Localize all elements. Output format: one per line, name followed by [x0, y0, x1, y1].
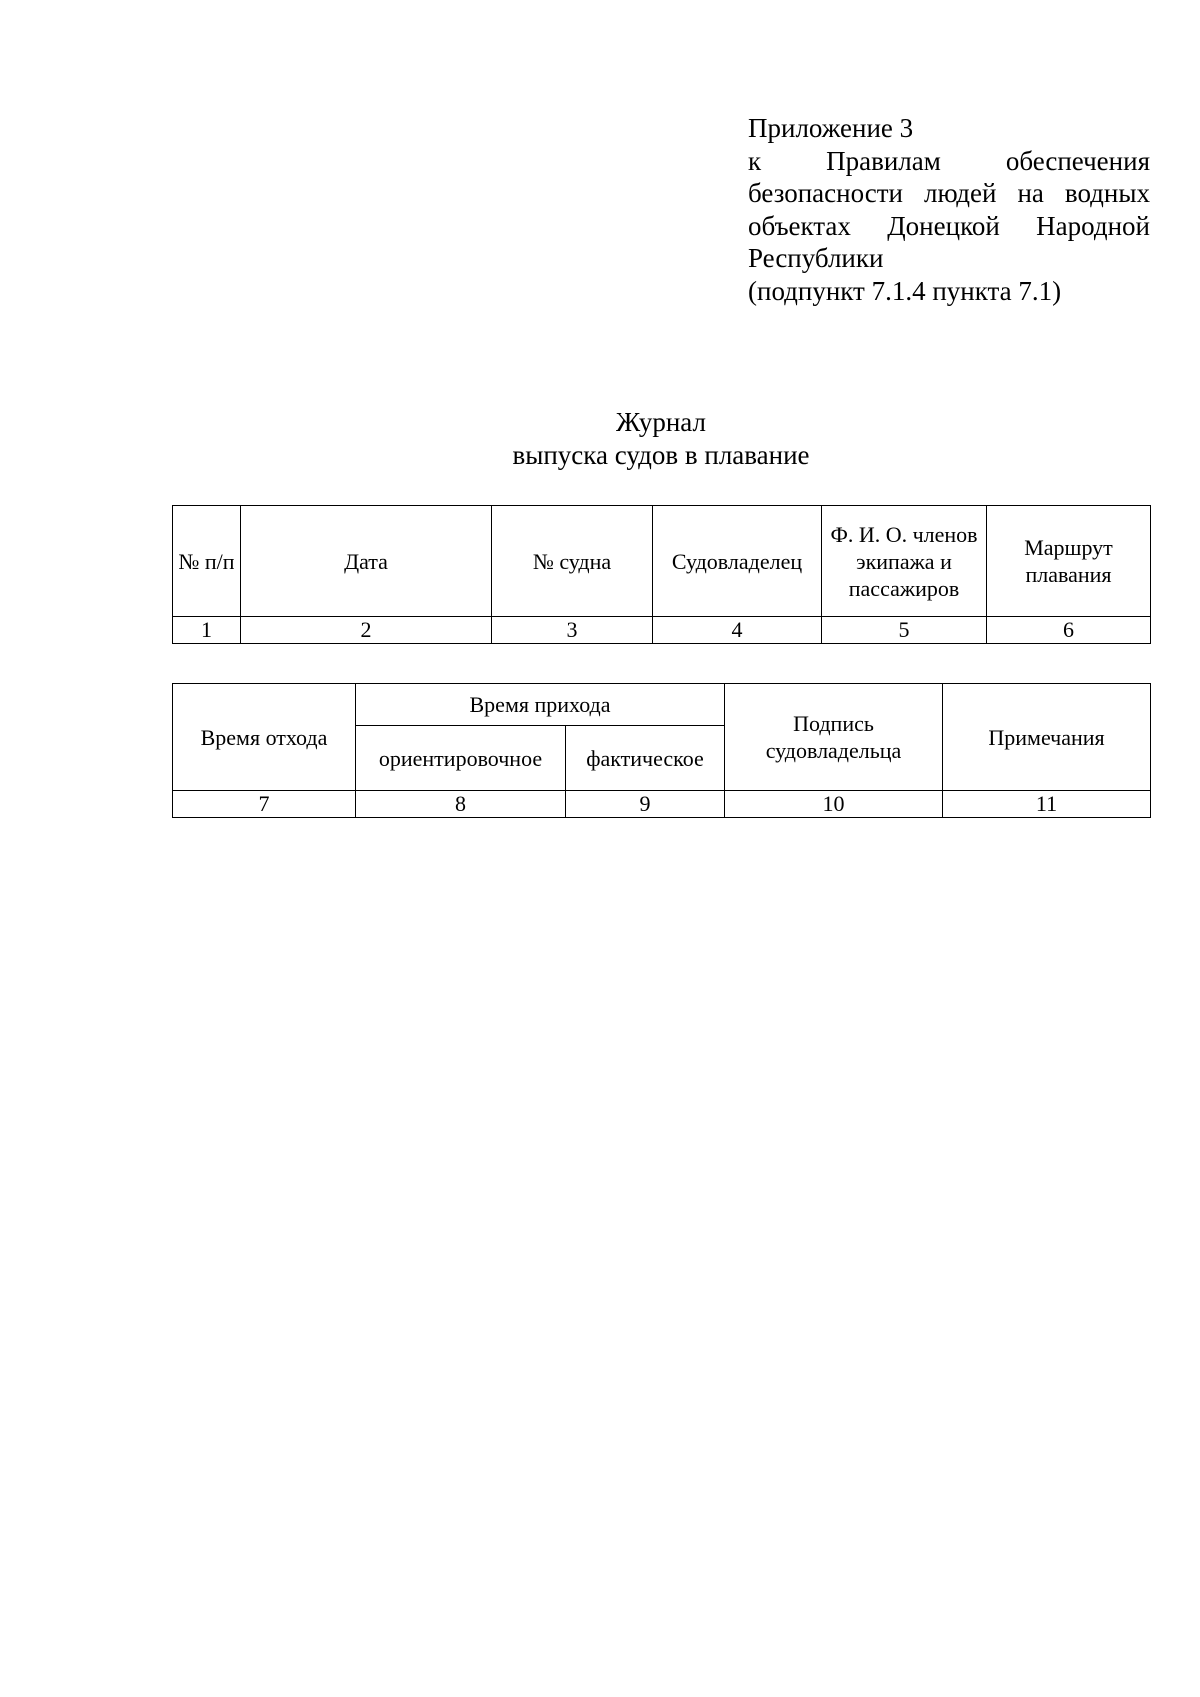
col-number: 6: [987, 617, 1151, 644]
col-header-arrival-time: Время прихода: [356, 684, 725, 726]
journal-table-part-1: [172, 505, 1151, 644]
appendix-reference-line: Республики: [748, 243, 884, 273]
col-number: 4: [653, 617, 822, 644]
col-header-departure-time: Время отхода: [173, 684, 356, 791]
col-number: 11: [943, 791, 1151, 818]
col-number: 9: [566, 791, 725, 818]
col-header-notes: Примечания: [943, 684, 1151, 791]
col-header-arrival-estimated: ориентировочное: [356, 726, 566, 791]
journal-table-part-2: [172, 683, 1151, 818]
title-line-1: Журнал: [615, 407, 707, 437]
col-number: 3: [492, 617, 653, 644]
col-header-route: Маршрут плавания: [987, 506, 1151, 617]
col-number: 8: [356, 791, 566, 818]
col-header-crew-passengers: Ф. И. О. членов экипажа и пассажиров: [822, 506, 987, 617]
appendix-block: [748, 112, 1150, 307]
appendix-number: Приложение 3: [748, 113, 914, 143]
col-number: 1: [173, 617, 241, 644]
col-header-vessel-number: № судна: [492, 506, 653, 617]
table-header-row: [173, 506, 1151, 617]
col-number: 10: [725, 791, 943, 818]
document-title: [0, 406, 1200, 472]
col-header-owner: Судовладелец: [653, 506, 822, 617]
appendix-reference-line: к Правилам обеспечения: [748, 145, 1150, 176]
col-number: 7: [173, 791, 356, 818]
col-number: 2: [241, 617, 492, 644]
col-header-arrival-actual: фактическое: [566, 726, 725, 791]
col-number: 5: [822, 617, 987, 644]
appendix-reference-line: безопасности людей на водных: [748, 178, 1150, 208]
title-line-2: выпуска судов в плавание: [512, 440, 810, 470]
col-header-date: Дата: [241, 506, 492, 617]
table-header-row: [173, 684, 1151, 726]
table-number-row: [173, 617, 1151, 644]
appendix-reference-line: объектах Донецкой Народной: [748, 210, 1150, 241]
col-header-owner-signature: Подпись судовладельца: [725, 684, 943, 791]
col-header-number: № п/п: [173, 506, 241, 617]
appendix-subclause: (подпункт 7.1.4 пункта 7.1): [748, 275, 1062, 306]
table-number-row: [173, 791, 1151, 818]
